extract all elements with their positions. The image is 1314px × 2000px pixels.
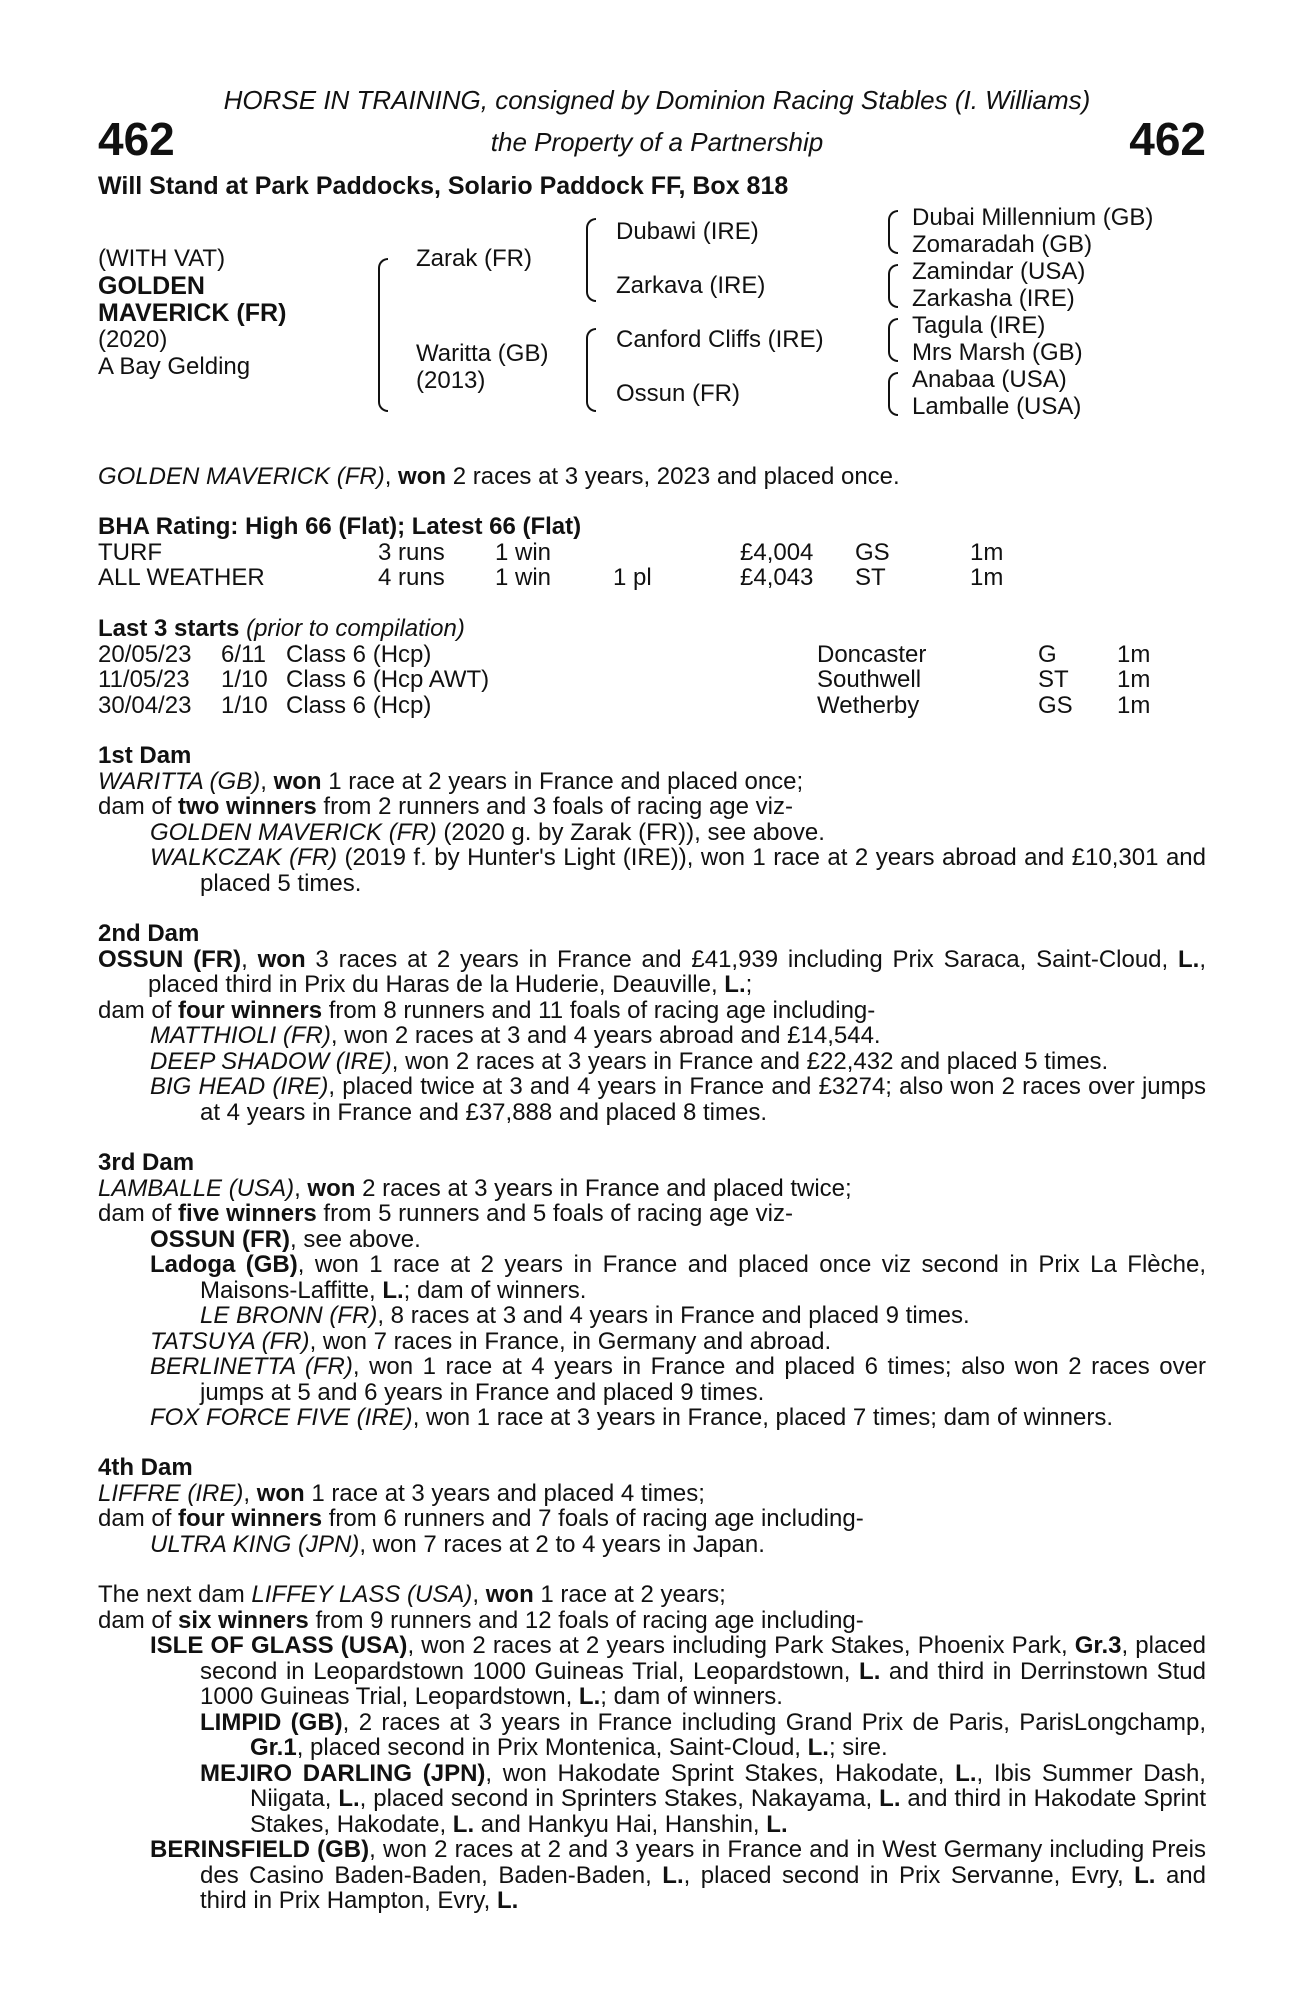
start-date: 30/04/23 [98, 691, 192, 719]
produce-name: OSSUN (FR) [150, 1225, 290, 1253]
produce-entry [98, 820, 1206, 846]
text: and Hankyu Hai, Hanshin, [474, 1810, 767, 1838]
produce-entry [98, 1354, 1206, 1405]
text: , won 1 race at 3 years in France, placed 7 times; dam of winners. [412, 1404, 1114, 1431]
summary-sep: , [384, 463, 392, 490]
first-dam-record [98, 769, 1206, 795]
produce-entry [98, 1405, 1206, 1431]
produce-entry [98, 1710, 1206, 1761]
start-position: 1/10 [221, 666, 268, 693]
ancestor-g1: Dubai Millennium (GB) [912, 204, 1154, 231]
text: , [241, 945, 258, 973]
text: and third in Hakodate Sprint Stakes, Hakodate, [250, 1785, 1207, 1838]
horse-vat: (WITH VAT) [98, 245, 226, 272]
start-distance: 1m [1117, 666, 1151, 693]
text: , won Hakodate Sprint Stakes, Hakodate, [485, 1759, 956, 1787]
winners-count: four winners [178, 1505, 323, 1532]
race-grade: L. [955, 1759, 977, 1787]
produce-name: MATTHIOLI (FR) [150, 1022, 331, 1049]
rating-title: BHA Rating: High 66 (Flat); Latest 66 (Flat) [98, 513, 582, 540]
start-course: Wetherby [817, 691, 920, 719]
summary-name: GOLDEN MAVERICK (FR) [98, 463, 385, 490]
text: , Ibis Summer Dash, Niigata, [250, 1759, 1206, 1812]
third-dam-record [98, 1176, 1206, 1202]
text: , won 1 race at 2 years in France and placed once viz second in Prix La Flèche, Maisons-Laffitte, [200, 1251, 1206, 1304]
rating-runs: 4 runs [378, 564, 445, 591]
third-dam-heading: 3rd Dam [98, 1149, 195, 1176]
start-position: 6/11 [221, 640, 266, 668]
produce-name: BERLINETTA (FR) [150, 1353, 353, 1380]
race-grade: L. [1134, 1861, 1156, 1889]
text: ; [745, 971, 753, 998]
text: , placed second in Sprinters Stakes, Nakayama, [359, 1785, 880, 1812]
text: , won 2 races at 2 years including Park Stakes, Phoenix Park, [407, 1632, 1075, 1659]
text: , won 2 races at 3 and 4 years abroad and £14,544. [330, 1022, 881, 1049]
text: from 6 runners and 7 foals of racing age including- [322, 1505, 864, 1532]
race-grade: L. [338, 1785, 360, 1812]
rating-placed [613, 540, 740, 566]
text: dam of [98, 1200, 179, 1227]
stand-location: Will Stand at Park Paddocks, Solario Paddock FF, Box 818 [98, 172, 789, 200]
rating-surface: ALL WEATHER [98, 564, 265, 591]
start-going: ST [1038, 666, 1069, 693]
rating-placed: 1 pl [613, 564, 652, 591]
text: , placed second in Leopardstown 1000 Guineas Trial, Leopardstown, [200, 1632, 1206, 1685]
start-course: Doncaster [817, 640, 927, 668]
rating-table [98, 540, 1003, 591]
dam-name: WARITTA (GB) [98, 767, 261, 795]
horse-name-line1: GOLDEN [98, 272, 205, 300]
race-grade: L. [807, 1734, 829, 1761]
rating-row-aw [98, 565, 1003, 591]
text: , won 2 races at 2 and 3 years in France and in West Germany including Preis des Casino Baden-Baden, Baden-Baden, [200, 1836, 1206, 1889]
text: (2020 g. by Zarak (FR)), see above. [436, 818, 825, 846]
pedigree-bracket-dam [586, 328, 596, 412]
ancestor-g8: Lamballe (USA) [912, 393, 1082, 420]
text: 2 races at 3 years in France and placed twice; [355, 1174, 852, 1202]
horse-year: (2020) [98, 326, 168, 353]
race-grade: L. [496, 1887, 519, 1914]
text: , placed second in Prix Servanne, Evry, [683, 1861, 1135, 1889]
text: from 5 runners and 5 foals of racing age viz- [316, 1200, 794, 1227]
dam-dam: Ossun (FR) [616, 380, 741, 407]
text: (2019 f. by Hunter's Light (IRE)), won 1 race at 2 years abroad and £10,301 and placed 5 times. [200, 844, 1207, 897]
rating-wins: 1 win [495, 538, 552, 566]
rating-surface: TURF [98, 538, 162, 566]
text: , placed third in Prix du Haras de la Huderie, Deauville, [148, 945, 1206, 998]
pedigree-bracket-g1 [888, 210, 898, 254]
third-dam-produce [98, 1201, 1206, 1227]
dam-name: OSSUN (FR) [98, 945, 242, 973]
race-grade: L. [859, 1657, 881, 1685]
text: , 8 races at 3 and 4 years in France and placed 9 times. [377, 1302, 970, 1329]
first-dam-heading: 1st Dam [98, 742, 192, 769]
ancestor-g5: Tagula (IRE) [912, 312, 1046, 339]
text: ; dam of winners. [600, 1683, 783, 1710]
next-dam-produce [98, 1608, 1206, 1634]
text: and third in Derrinstown Stud 1000 Guineas Trial, Leopardstown, [200, 1657, 1206, 1710]
rating-row-turf [98, 540, 1003, 566]
rating-earnings: £4,004 [740, 538, 814, 566]
produce-name: ULTRA KING (JPN) [150, 1530, 360, 1558]
summary-rest: 2 races at 3 years, 2023 and placed once. [446, 463, 900, 490]
text: , see above. [290, 1225, 421, 1253]
produce-entry [98, 845, 1206, 896]
text: ; sire. [828, 1734, 888, 1761]
second-dam-produce [98, 998, 1206, 1024]
start-row [98, 667, 1150, 693]
produce-name: WALKCZAK (FR) [150, 844, 338, 871]
start-course: Southwell [817, 666, 922, 693]
horse-description: A Bay Gelding [98, 353, 251, 380]
start-distance: 1m [1117, 640, 1151, 668]
text: , won 2 races at 3 years in France and £22,432 and placed 5 times. [391, 1047, 1109, 1075]
pedigree-bracket-g3 [888, 318, 898, 362]
winners-count: four winners [178, 996, 323, 1024]
produce-name: LIMPID (GB) [200, 1708, 343, 1736]
dam-name: LIFFRE (IRE) [98, 1479, 244, 1507]
produce-name: Ladoga (GB) [150, 1251, 298, 1278]
rating-distance: 1m [970, 538, 1004, 566]
produce-entry [98, 1837, 1206, 1914]
produce-name: DEEP SHADOW (IRE) [150, 1047, 392, 1075]
rating-runs: 3 runs [378, 538, 445, 566]
first-dam-produce [98, 794, 1206, 820]
text: , [472, 1581, 486, 1608]
fourth-dam-section [98, 1455, 1206, 1557]
second-dam-heading: 2nd Dam [98, 920, 200, 947]
start-row [98, 693, 1150, 719]
lot-number-left: 462 [98, 113, 175, 165]
pedigree-bracket-g4 [888, 372, 898, 416]
text: 1 race at 2 years in France and placed once; [321, 767, 804, 795]
start-class: Class 6 (Hcp) [286, 691, 432, 719]
race-grade: L. [382, 1276, 404, 1304]
produce-entry [98, 1049, 1206, 1075]
produce-entry [98, 1252, 1206, 1303]
text: ; dam of winners. [403, 1276, 587, 1304]
produce-name: BIG HEAD (IRE) [150, 1073, 329, 1100]
produce-name: BERINSFIELD (GB) [150, 1836, 370, 1863]
fourth-dam-produce [98, 1506, 1206, 1532]
won-label: won [257, 945, 306, 973]
text: dam of [98, 793, 179, 820]
next-dam-record [98, 1582, 1206, 1608]
ancestor-g2: Zomaradah (GB) [912, 231, 1093, 258]
produce-name: ISLE OF GLASS (USA) [150, 1632, 408, 1659]
won-label: won [256, 1479, 305, 1507]
text: , [260, 767, 274, 795]
start-row [98, 642, 1150, 668]
ancestor-g7: Anabaa (USA) [912, 366, 1067, 393]
horse-name-line2: MAVERICK (FR) [98, 299, 287, 327]
race-grade: L. [879, 1785, 901, 1812]
pedigree-bracket-main [378, 258, 388, 412]
property-line: the Property of a Partnership [490, 127, 824, 157]
rating-distance: 1m [970, 564, 1004, 591]
text: dam of [98, 1505, 179, 1532]
text: The next dam [98, 1581, 252, 1608]
race-grade: L. [1178, 945, 1200, 973]
next-dam-section [98, 1582, 1206, 1914]
text: , won 1 race at 4 years in France and placed 6 times; also won 2 races over jumps at 5 and 6 years in France and placed 9 times. [200, 1353, 1206, 1406]
last-starts-note: (prior to compilation) [246, 615, 465, 642]
produce-name: FOX FORCE FIVE (IRE) [150, 1404, 413, 1431]
produce-entry [98, 1761, 1206, 1838]
produce-name: TATSUYA (FR) [150, 1327, 310, 1355]
pedigree-bracket-g2 [888, 264, 898, 308]
race-grade: Gr.1 [250, 1734, 297, 1761]
sire: Zarak (FR) [416, 245, 532, 272]
produce-name: GOLDEN MAVERICK (FR) [150, 818, 437, 846]
sire-dam: Zarkava (IRE) [616, 272, 766, 299]
second-dam-record [98, 947, 1206, 998]
text: and third in Prix Hampton, Evry, [200, 1861, 1206, 1914]
text: , won 7 races in France, in Germany and abroad. [309, 1327, 832, 1355]
start-position: 1/10 [221, 691, 268, 719]
sire-sire: Dubawi (IRE) [616, 218, 759, 245]
rating-section [98, 514, 1206, 591]
text: , 2 races at 3 years in France including Grand Prix de Paris, ParisLongchamp, [342, 1708, 1206, 1736]
produce-entry [98, 1074, 1206, 1125]
text: , won 7 races at 2 to 4 years in Japan. [359, 1530, 765, 1558]
produce-name: LE BRONN (FR) [200, 1302, 378, 1329]
won-label: won [307, 1174, 356, 1202]
fourth-dam-record [98, 1481, 1206, 1507]
race-summary [98, 464, 1206, 490]
start-date: 20/05/23 [98, 640, 192, 668]
rating-going: ST [855, 564, 886, 591]
ancestor-g3: Zamindar (USA) [912, 258, 1086, 285]
text: 3 races at 2 years in France and £41,939 including Prix Saraca, Saint-Cloud, [305, 945, 1178, 973]
text: 1 race at 2 years; [533, 1581, 726, 1608]
second-dam-section [98, 921, 1206, 1125]
last-starts-section [98, 616, 1206, 718]
consignor-line: HORSE IN TRAINING, consigned by Dominion Racing Stables (I. Williams) [223, 85, 1091, 115]
won-label: won [485, 1581, 534, 1608]
winners-count: two winners [178, 793, 317, 820]
text: dam of [98, 1606, 179, 1634]
third-dam-section [98, 1150, 1206, 1431]
rating-going: GS [855, 538, 890, 566]
start-going: G [1038, 640, 1057, 668]
race-grade: L. [662, 1861, 684, 1889]
summary-won: won [398, 463, 447, 490]
rating-earnings: £4,043 [740, 564, 814, 591]
ancestor-g6: Mrs Marsh (GB) [912, 339, 1083, 366]
text: , placed second in Prix Montenica, Saint-Cloud, [296, 1734, 808, 1761]
start-distance: 1m [1117, 691, 1151, 719]
last-starts-table [98, 642, 1150, 719]
race-grade: L. [452, 1810, 475, 1838]
start-going: GS [1038, 691, 1073, 719]
last-starts-title: Last 3 starts [98, 615, 240, 642]
rating-wins: 1 win [495, 564, 552, 591]
race-grade: Gr.3 [1074, 1632, 1122, 1659]
start-date: 11/05/23 [98, 666, 190, 693]
fourth-dam-heading: 4th Dam [98, 1454, 193, 1481]
dam-name: LAMBALLE (USA) [98, 1174, 295, 1202]
dam-name: LIFFEY LASS (USA) [251, 1581, 473, 1608]
produce-entry [98, 1227, 1206, 1253]
won-label: won [273, 767, 322, 795]
text: dam of [98, 996, 179, 1024]
produce-name: MEJIRO DARLING (JPN) [200, 1759, 486, 1787]
race-grade: L. [724, 971, 746, 998]
produce-entry [98, 1329, 1206, 1355]
text: from 9 runners and 12 foals of racing age including- [308, 1606, 864, 1634]
text: from 8 runners and 11 foals of racing age including- [322, 996, 876, 1024]
race-grade: L. [766, 1810, 788, 1838]
produce-entry [98, 1633, 1206, 1710]
first-dam-section [98, 743, 1206, 896]
text: 1 race at 3 years and placed 4 times; [304, 1479, 705, 1507]
text: , [243, 1479, 257, 1507]
race-grade: L. [578, 1683, 601, 1710]
dam-year: (2013) [416, 367, 486, 394]
dam-sire: Canford Cliffs (IRE) [616, 326, 824, 353]
dam: Waritta (GB) [416, 340, 549, 367]
produce-entry [98, 1532, 1206, 1558]
ancestor-g4: Zarkasha (IRE) [912, 285, 1075, 312]
pedigree-bracket-sire [586, 218, 596, 302]
winners-count: five winners [178, 1200, 317, 1227]
start-class: Class 6 (Hcp) [286, 640, 432, 668]
text: , placed twice at 3 and 4 years in France and £3274; also won 2 races over jumps at 4 years in France and £37,888 and placed 8 times. [200, 1073, 1206, 1126]
produce-entry [98, 1023, 1206, 1049]
winners-count: six winners [178, 1606, 309, 1634]
text: , [294, 1174, 308, 1202]
produce-entry [98, 1303, 1206, 1329]
start-class: Class 6 (Hcp AWT) [286, 666, 490, 693]
lot-number-right: 462 [1129, 113, 1206, 165]
text: from 2 runners and 3 foals of racing age viz- [316, 793, 793, 820]
